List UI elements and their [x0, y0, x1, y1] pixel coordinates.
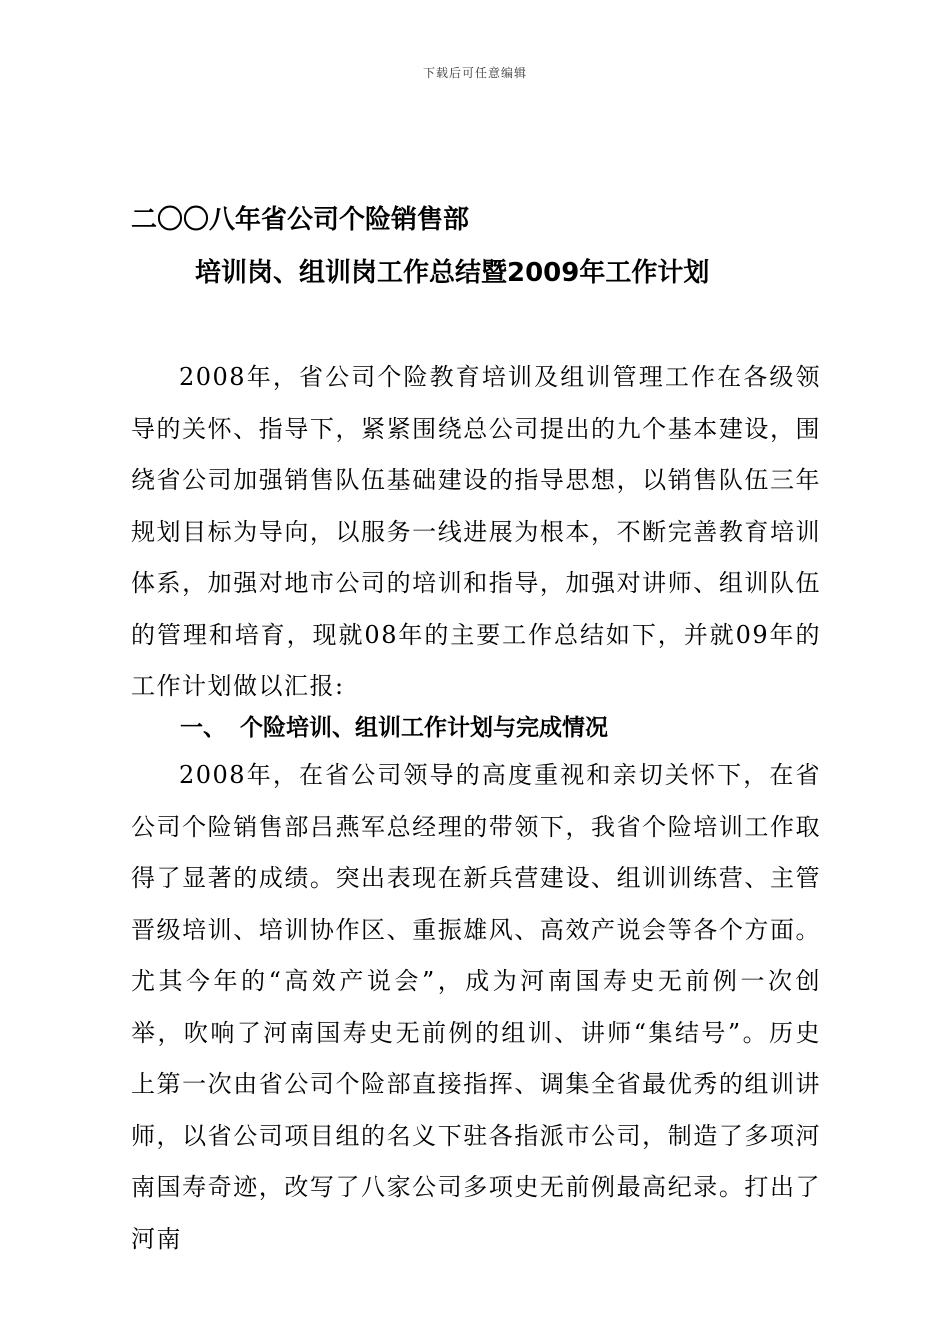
document-title-line-2: 培训岗、组训岗工作总结暨2009年工作计划: [195, 258, 710, 288]
document-title-line-1: 二〇〇八年省公司个险销售部: [131, 205, 470, 235]
section-number: 一、: [180, 715, 226, 741]
body-paragraph-1: [131, 352, 821, 713]
paragraph-text: 2008年，省公司个险教育培训及组训管理工作在各级领导的关怀、指导下，紧紧围绕总公司提出的九个基本建设，围绕省公司加强销售队伍基础建设的指导思想，以销售队伍三年规划目标为导向，以服务一线进展为根本，不断完善教育培训体系，加强对地市公司的培训和指导，加强对讲师、组训队伍的管理和培育，现就08年的主要工作总结如下，并就09年的工作计划做以汇报:: [131, 363, 821, 700]
paragraph-text: 2008年，在省公司领导的高度重视和亲切关怀下，在省公司个险销售部吕燕军总经理的带领下，我省个险培训工作取得了显著的成绩。突出表现在新兵营建设、组训训练营、主管晋级培训、培训协作区、重振雄风、高效产说会等各个方面。尤其今年的“高效产说会”，成为河南国寿史无前例一次创举，吹响了河南国寿史无前例的组训、讲师“集结号”。历史上第一次由省公司个险部直接指挥、调集全省最优秀的组训讲师，以省公司项目组的名义下驻各指派市公司，制造了多项河南国寿奇迹，改写了八家公司多项史无前例最高纪录。打出了河南: [131, 761, 821, 1253]
section-heading-1: [180, 713, 608, 743]
page-header-watermark: 下载后可任意编辑: [422, 66, 527, 80]
section-heading-text: 个险培训、组训工作计划与完成情况: [240, 715, 608, 741]
body-paragraph-2: [131, 750, 821, 1265]
